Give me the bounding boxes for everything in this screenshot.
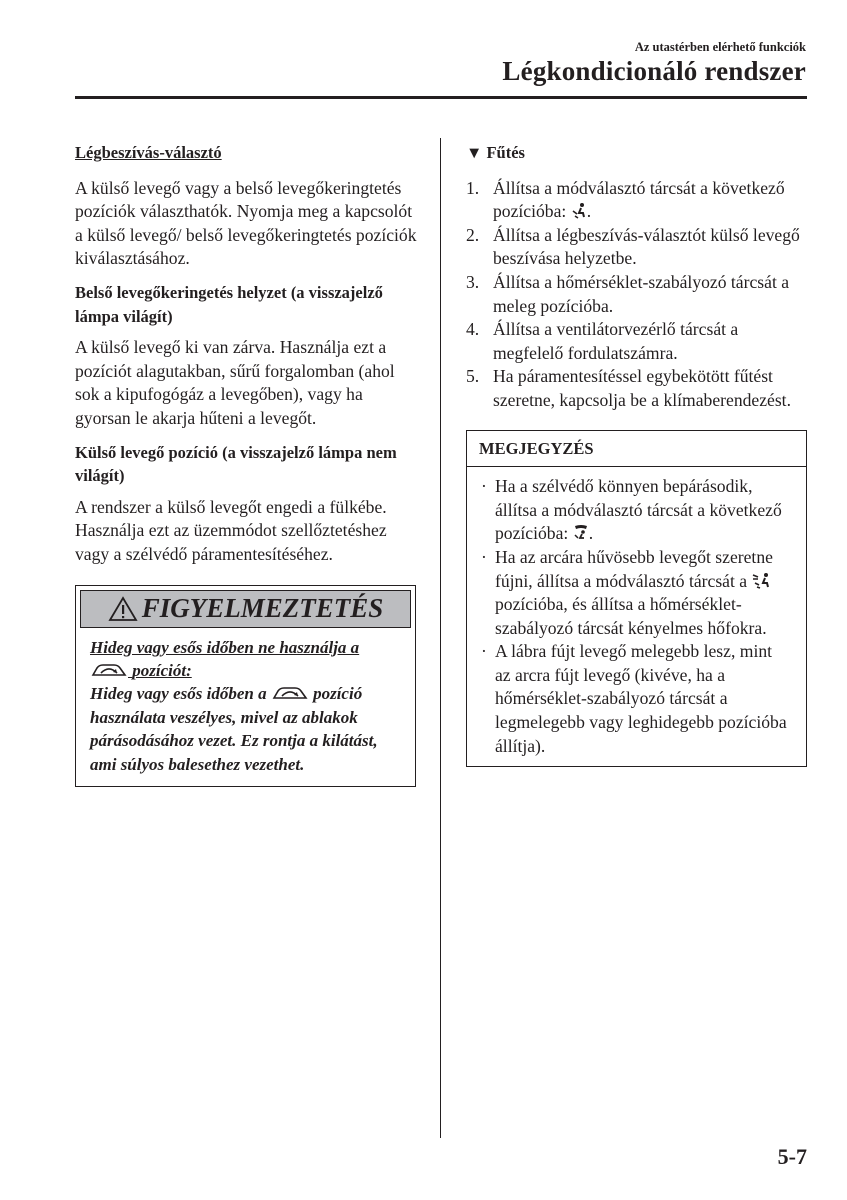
note-text: Ha a szélvédő könnyen bepárásodik, állítsa a módválasztó tárcsát a következő pozícióba: . xyxy=(495,476,782,544)
bullet: · xyxy=(481,641,487,662)
step-number: 1. xyxy=(466,177,480,198)
note-list xyxy=(481,475,792,758)
heating-steps xyxy=(466,177,808,413)
section-label: Az utastérben elérhető funkciók xyxy=(634,40,806,54)
column-divider xyxy=(440,138,441,1138)
air-recirculation-icon xyxy=(271,684,309,702)
right-column xyxy=(466,141,808,767)
warning-lead-icon-wrap xyxy=(90,661,132,680)
page-number: 5-7 xyxy=(777,1144,807,1169)
list-item xyxy=(466,318,808,365)
list-item xyxy=(481,546,792,640)
note-text: Ha az arcára hűvösebb levegőt szeretne fújni, állítsa a módválasztó tárcsát a pozícióba, és állítsa a hőmérséklet-szabályozó tárcsát kényelmes hőfokra. xyxy=(495,546,773,638)
step-number: 2. xyxy=(466,224,480,245)
note-heading: MEGJEGYZÉS xyxy=(467,431,806,468)
warning-lead-1: Hideg vagy esős időben ne használja a xyxy=(90,637,360,657)
warning-title: FIGYELMEZTETÉS xyxy=(141,592,384,623)
warning-box xyxy=(75,585,416,787)
list-item xyxy=(466,224,808,271)
list-item xyxy=(481,475,792,546)
note-text: A lábra fújt levegő melegebb lesz, mint az arcra fújt levegő (kivéve, ha a hőmérséklet-szabályozó tárcsát a legmelegebb vagy leghidegebb pozícióba állítja). xyxy=(495,641,787,756)
warning-body-2: pozíció használata veszélyes, mivel az ablakok párásodásához vezet. Ez rontja a kilátást, ami súlyos balesethez vezethet. xyxy=(90,684,378,774)
left-column xyxy=(75,141,420,787)
step-number: 4. xyxy=(466,319,480,340)
intake-heading: Légbeszívás-választó xyxy=(75,143,222,162)
feet-airflow-icon xyxy=(571,202,587,220)
warning-body xyxy=(76,632,415,786)
list-item xyxy=(481,640,792,758)
heating-heading: ▼ Fűtés xyxy=(466,143,525,162)
bullet: · xyxy=(481,546,487,567)
feet-defrost-airflow-icon xyxy=(573,524,589,542)
step-number: 5. xyxy=(466,366,480,387)
list-item xyxy=(466,365,808,412)
recirc-heading: Belső levegőkeringetés helyzet (a visszajelző lámpa világít) xyxy=(75,282,383,326)
header-rule xyxy=(75,96,807,99)
outside-text: A rendszer a külső levegőt engedi a fülkébe. Használja ezt az üzemmódot szellőztetéshez vagy a szélvédő páramentesítéséhez. xyxy=(75,496,387,564)
recirc-text: A külső levegő ki van zárva. Használja ezt a pozíciót alagutakban, sűrű forgalomban (ahol sok a kipufogógáz a levegőben), vagy ha gyorsan le akarja hűteni a levegőt. xyxy=(75,337,395,428)
step-text: Állítsa a módválasztó tárcsát a következő pozícióba: . xyxy=(493,177,785,222)
outside-heading: Külső levegő pozíció (a visszajelző lámpa nem világít) xyxy=(75,442,397,486)
step-text: Állítsa a hőmérséklet-szabályozó tárcsát a meleg pozícióba. xyxy=(493,271,790,316)
list-item xyxy=(466,271,808,318)
bullet: · xyxy=(481,476,487,497)
step-text: Állítsa a légbeszívás-választót külső levegő beszívása helyzetbe. xyxy=(493,224,800,269)
warning-title-bar xyxy=(80,590,411,628)
warning-triangle-icon xyxy=(108,596,138,622)
page-title: Légkondicionáló rendszer xyxy=(502,56,806,86)
face-feet-airflow-icon xyxy=(752,572,772,590)
air-recirculation-icon xyxy=(90,661,128,679)
list-item xyxy=(466,177,808,224)
step-text: Ha páramentesítéssel egybekötött fűtést szeretne, kapcsolja be a klímaberendezést. xyxy=(493,366,791,410)
step-text: Állítsa a ventilátorvezérlő tárcsát a megfelelő fordulatszámra. xyxy=(493,319,739,363)
warning-lead-2: pozíciót: xyxy=(132,660,192,680)
step-number: 3. xyxy=(466,271,480,292)
intake-text: A külső levegő vagy a belső levegőkeringtetés pozíciók választhatók. Nyomja meg a kapcsolót a külső levegő/ belső levegőkeringtetés pozíciók kiválasztásához. xyxy=(75,177,417,269)
note-body xyxy=(467,467,806,766)
warning-body-1: Hideg vagy esős időben a xyxy=(90,684,267,704)
note-box xyxy=(466,430,807,768)
